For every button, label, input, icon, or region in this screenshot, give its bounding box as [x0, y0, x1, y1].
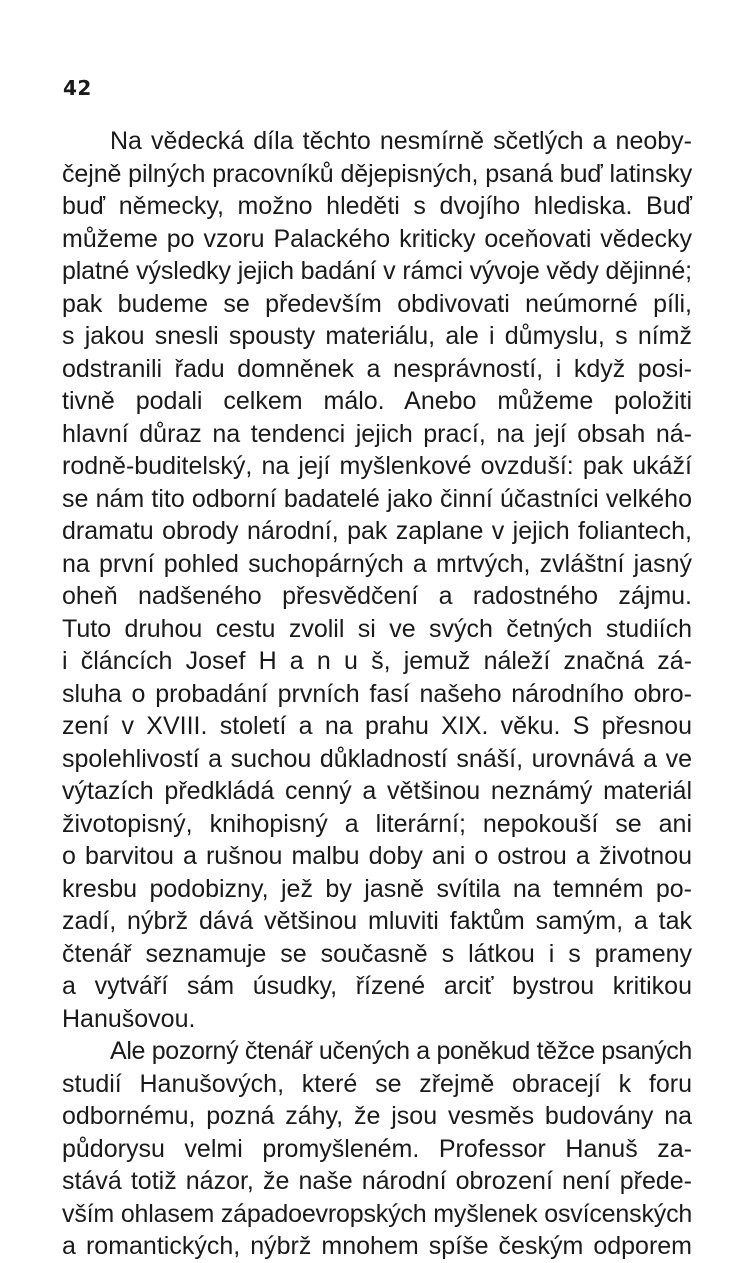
text-line: oheň nadšeného přesvědčení a radostného zájmu. [62, 582, 692, 610]
text-line: odbornému, pozná záhy, že jsou vesměs budovány na [62, 1102, 692, 1130]
text-line: a vytváří sám úsudky, řízené arciť bystrou kritikou [62, 972, 692, 1000]
text-line: Tuto druhou cestu zvolil si ve svých četných studiích [62, 614, 692, 643]
text-line: kresbu podobizny, jež by jasně svítila na temném po- [62, 874, 692, 903]
text-line: odstranili řadu domněnek a nesprávností, i když posi- [62, 354, 692, 383]
text-line: zadí, nýbrž dává většinou mluviti faktům samým, a tak [62, 907, 692, 935]
text-line: o barvitou a rušnou malbu doby ani o ostrou a životnou [62, 842, 692, 870]
text-line: Ale pozorný čtenář učených a poněkud těžce psaných [110, 1037, 692, 1065]
body-text [62, 125, 692, 1263]
text-line: na první pohled suchopárných a mrtvých, zvláštní jasný [62, 549, 692, 578]
text-line: spolehlivostí a suchou důkladností snáší, urovnává a ve [62, 744, 692, 773]
page-number: 42 [63, 76, 92, 100]
text-line: čtenář seznamuje se současně s látkou i s prameny [62, 939, 692, 968]
text-line: pak budeme se především obdivovati neúmorné píli, [62, 289, 692, 318]
text-line: sluha o probadání prvních fasí našeho národního obro- [62, 679, 692, 708]
text-line: studií Hanušových, které se zřejmě obracejí k foru [62, 1069, 692, 1098]
text-line: platné výsledky jejich badání v rámci vývoje vědy dějinné; [62, 257, 692, 285]
text-line: čejně pilných pracovníků dějepisných, psaná buď latinsky [62, 159, 693, 188]
paragraph [62, 1035, 692, 1263]
text-line: s jakou snesli spousty materiálu, ale i důmyslu, s nímž [62, 322, 692, 350]
text-line: a romantických, nýbrž mnohem spíše českým odporem [62, 1232, 692, 1260]
text-line: můžeme po vzoru Palackého kriticky oceňovati vědecky [62, 224, 692, 253]
text-line: vším ohlasem západoevropských myšlenek osvícenských [62, 1199, 693, 1228]
text-line: půdorysu velmi promyšleném. Professor Hanuš za- [62, 1134, 692, 1163]
text-line: Na vědecká díla těchto nesmírně sčetlých a neoby- [110, 127, 692, 155]
text-line: i článcích Josef H a n u š, jemuž náleží značná zá- [62, 647, 692, 675]
text-line: tivně podali celkem málo. Anebo můžeme položiti [62, 387, 692, 415]
paragraph [62, 125, 692, 1035]
text-line: dramatu obrody národní, pak zaplane v jejich foliantech, [62, 517, 692, 545]
text-line: rodně-buditelský, na její myšlenkové ovzduší: pak ukáží [62, 452, 692, 480]
text-line: stává totiž názor, že naše národní obrození není přede- [62, 1167, 692, 1195]
text-line: buď německy, možno hleděti s dvojího hlediska. Buď [62, 192, 692, 220]
text-line: výtazích předkládá cenný a většinou neznámý materiál [62, 777, 692, 805]
text-line: životopisný, knihopisný a literární; nepokouší se ani [62, 809, 692, 838]
text-line: se nám tito odborní badatelé jako činní účastníci velkého [62, 484, 692, 513]
text-line: hlavní důraz na tendenci jejich prací, na její obsah ná- [62, 419, 692, 448]
text-line: Hanušovou. [62, 1004, 196, 1033]
text-line: zení v XVIII. století a na prahu XIX. věku. S přesnou [62, 712, 692, 740]
